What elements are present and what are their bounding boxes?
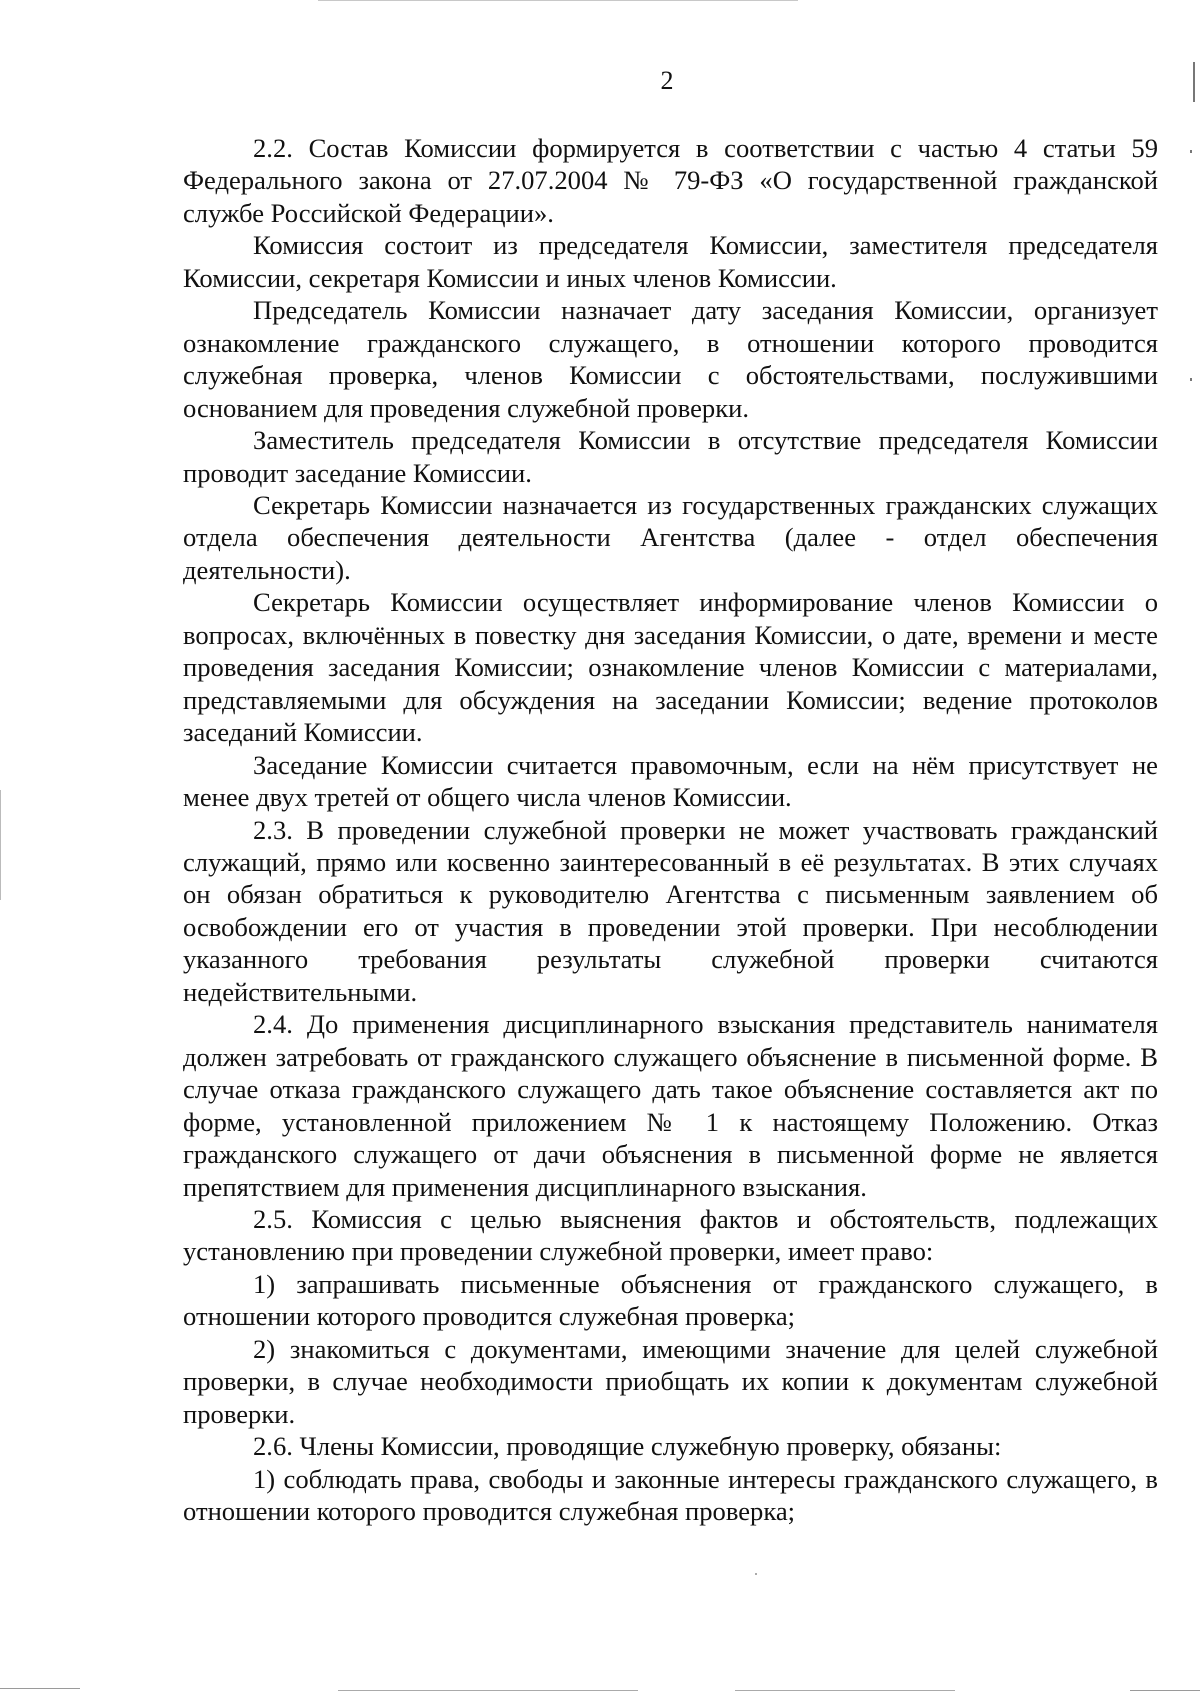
scan-artifact-top [318,0,798,1]
paragraph-quorum: Заседание Комиссии считается правомочным, если на нём присутствует не менее двух третей от общего числа членов Комиссии. [183,749,1158,813]
paragraph-commission-composition: Комиссия состоит из председателя Комиссии, заместителя председателя Комиссии, секретаря Комиссии и иных членов Комиссии. [183,230,1158,293]
paragraph-chairman-duties: Председатель Комиссии назначает дату заседания Комиссии, организует ознакомление гражданского служащего, в отношении которого проводится служебная проверка, членов Комиссии с обстоятельствами, послужившими основанием для проведения служебной проверки. [183,295,1158,423]
paragraph-2-5-item-2: 2) знакомиться с документами, имеющими значение для целей служебной проверки, в случае необходимости приобщать их копии к документам служебной проверки. [183,1333,1158,1429]
scan-artifact-bottom-3 [735,1690,955,1691]
scan-artifact-bottom-4 [1130,1690,1200,1691]
paragraph-2-5: 2.5. Комиссия с целью выяснения фактов и обстоятельств, подлежащих установлению при проведении служебной проверки, имеет право: [183,1203,1158,1267]
paragraph-2-3: 2.3. В проведении служебной проверки не может участвовать гражданский служащий, прямо или косвенно заинтересованный в её результатах. В этих случаях он обязан обратиться к руководителю Агентства с письменным заявлением об освобождении его от участия в проведении этой проверки. При несоблюдении указанного требования результаты служебной проверки считаются недействительными. [183,814,1158,1007]
scan-artifact-bottom-2 [338,1690,638,1691]
document-body [183,132,1158,1527]
paragraph-2-6: 2.6. Члены Комиссии, проводящие служебную проверку, обязаны: [253,1431,1002,1462]
scan-artifact-right-mark-3 [1190,378,1192,381]
page-number: 2 [660,66,674,95]
paragraph-2-6-item-1: 1) соблюдать права, свободы и законные интересы гражданского служащего, в отношении которого проводится служебная проверка; [183,1463,1158,1527]
paragraph-secretary-duties: Секретарь Комиссии осуществляет информирование членов Комиссии о вопросах, включённых в повестку дня заседания Комиссии, о дате, времени и месте проведения заседания Комиссии; ознакомление членов Комиссии с материалами, представляемыми для обсуждения на заседании Комиссии; ведение протоколов заседаний Комиссии. [183,587,1158,748]
scan-artifact-right-mark-2 [1190,150,1192,153]
paragraph-2-2: 2.2. Состав Комиссии формируется в соответствии с частью 4 статьи 59 Федерального закона от 27.07.2004 № 79-ФЗ «О государственной гражданской службе Российской Федерации». [183,133,1158,228]
scan-artifact-left-mark [0,790,1,900]
paragraph-2-5-item-1: 1) запрашивать письменные объяснения от гражданского служащего, в отношении которого проводится служебная проверка; [183,1268,1158,1332]
paragraph-deputy-chairman: Заместитель председателя Комиссии в отсутствие председателя Комиссии проводит заседание Комиссии. [183,425,1158,488]
paragraph-2-4: 2.4. До применения дисциплинарного взыскания представитель нанимателя должен затребовать от гражданского служащего объяснение в письменной форме. В случае отказа гражданского служащего дать такое объяснение составляется акт по форме, установленной приложением № 1 к настоящему Положению. Отказ гражданского служащего от дачи объяснения в письменной форме не является препятствием для применения дисциплинарного взыскания. [183,1009,1158,1202]
scan-artifact-dot [755,1573,757,1575]
paragraph-secretary-appointment: Секретарь Комиссии назначается из государственных гражданских служащих отдела обеспечения деятельности Агентства (далее - отдел обеспечения деятельности). [183,489,1158,585]
scan-artifact-bottom-1 [0,1688,80,1689]
